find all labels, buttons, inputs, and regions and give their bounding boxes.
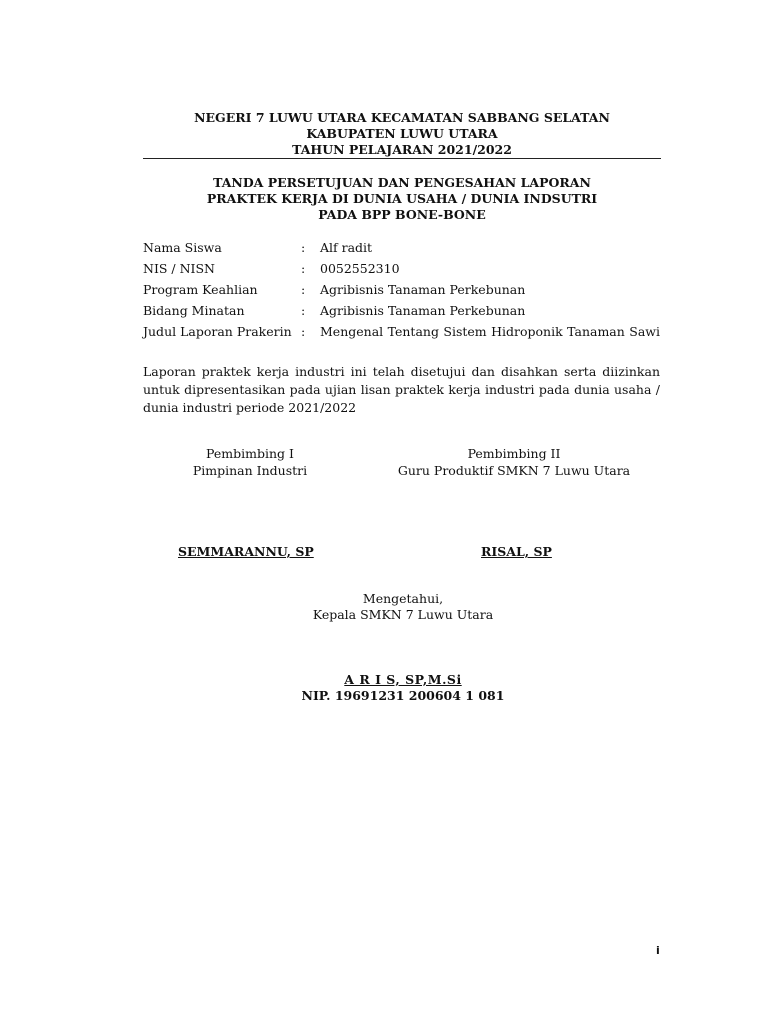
info-label: NIS / NISN [143,261,215,276]
info-label: Program Keahlian [143,282,258,297]
header-year-line: TAHUN PELAJARAN 2021/2022 [292,142,512,157]
info-colon: : [301,261,306,276]
header-divider [143,158,661,159]
header-school-line: NEGERI 7 LUWU UTARA KECAMATAN SABBANG SELATAN [194,110,610,125]
info-value: Mengenal Tentang Sistem Hidroponik Tanaman Sawi [320,324,660,339]
info-value: Agribisnis Tanaman Perkebunan [320,303,526,318]
supervisor2-role: Pembimbing II [467,446,561,461]
principal-name: A R I S, SP,M.Si [344,672,462,687]
title-line-2: PRAKTEK KERJA DI DUNIA USAHA / DUNIA INDSUTRI [206,191,598,206]
info-colon: : [301,240,306,255]
info-colon: : [301,282,306,297]
info-value: Agribisnis Tanaman Perkebunan [320,282,526,297]
title-line-3: PADA BPP BONE-BONE [318,207,486,222]
info-row-student-id [143,260,663,278]
info-label: Judul Laporan Prakerin [143,324,292,339]
info-colon: : [301,303,306,318]
supervisor1-role: Pembimbing I [206,446,294,461]
supervisor1-position: Pimpinan Industri [192,463,308,478]
header-regency-line: KABUPATEN LUWU UTARA [306,126,498,141]
principal-position: Kepala SMKN 7 Luwu Utara [312,607,494,622]
supervisor1-name: SEMMARANNU, SP [178,544,314,559]
principal-nip: NIP. 19691231 200604 1 081 [301,688,505,703]
page-number: i [656,944,660,957]
info-row-student-name [143,239,663,257]
info-label: Bidang Minatan [143,303,245,318]
acknowledged-label: Mengetahui, [362,591,444,606]
info-row-program [143,281,663,299]
info-row-field [143,302,663,320]
info-row-report-title [143,323,663,341]
info-colon: : [301,324,306,339]
supervisor2-position: Guru Produktif SMKN 7 Luwu Utara [397,463,631,478]
info-value: 0052552310 [320,261,400,276]
info-label: Nama Siswa [143,240,222,255]
supervisor2-name: RISAL, SP [481,544,552,559]
title-line-1: TANDA PERSETUJUAN DAN PENGESAHAN LAPORAN [213,175,591,190]
approval-paragraph: Laporan praktek kerja industri ini telah disetujui dan disahkan serta diizinkan untuk dipresentasikan pada ujian lisan praktek kerja industri pada dunia usaha / dunia industri periode 2021/2022 [143,364,660,415]
info-value: Alf radit [320,240,373,255]
